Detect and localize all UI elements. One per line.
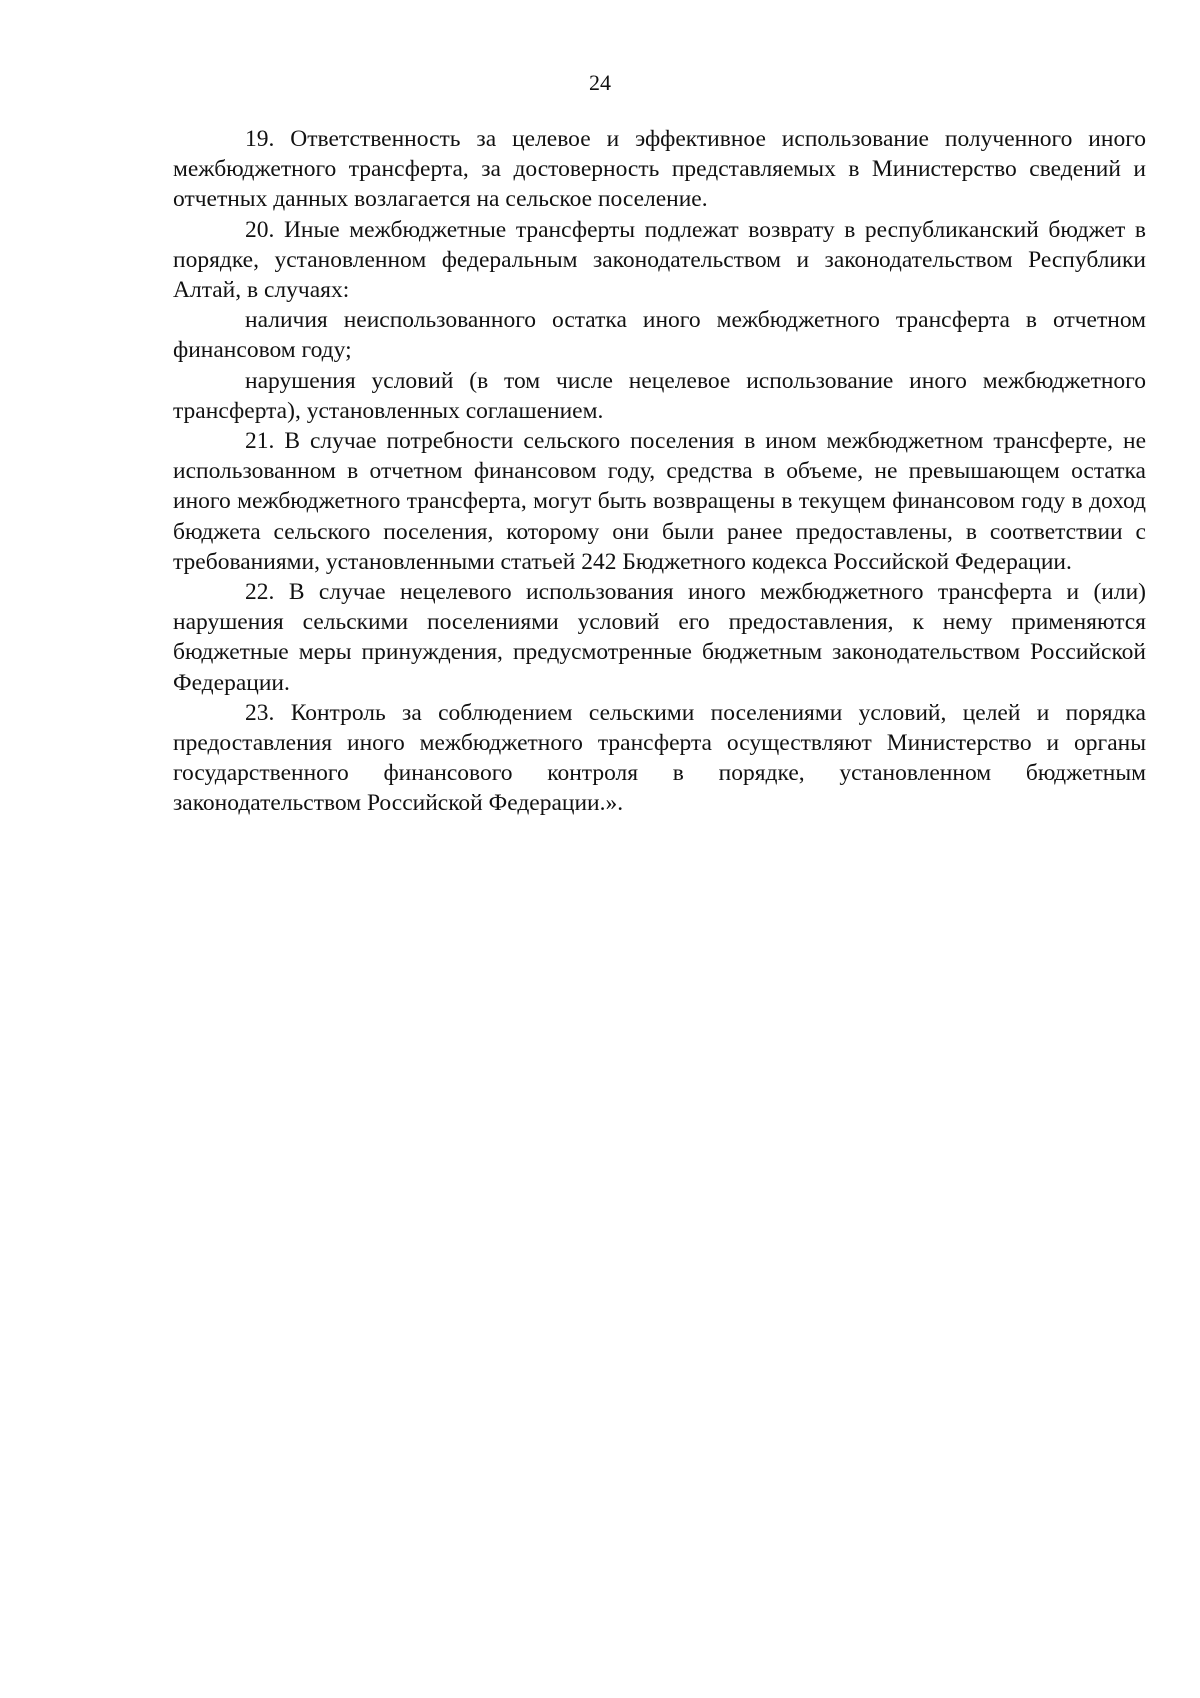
paragraph-21: 21. В случае потребности сельского поселения в ином межбюджетном трансферте, не использованном в отчетном финансовом году, средства в объеме, не превышающем остатка иного межбюджетного трансферта, могут быть возвращены в текущем финансовом году в доход бюджета сельского поселения, которому они были ранее предоставлены, в соответствии с требованиями, установленными статьей 242 Бюджетного кодекса Российской Федерации.: [173, 428, 1146, 575]
paragraph-20-case-violation: нарушения условий (в том числе нецелевое использование иного межбюджетного трансферта), установленных соглашением.: [173, 367, 1146, 424]
document-body: [173, 124, 1146, 819]
page-number: 24: [589, 70, 611, 95]
paragraph-20: 20. Иные межбюджетные трансферты подлежат возврату в республиканский бюджет в порядке, установленном федеральным законодательством и законодательством Республики Алтай, в случаях:: [173, 216, 1146, 304]
paragraph-23: 23. Контроль за соблюдением сельскими поселениями условий, целей и порядка предоставления иного межбюджетного трансферта осуществляют Министерство и органы государственного финансового контроля в порядке, установленном бюджетным законодательством Российской Федерации.».: [173, 699, 1146, 817]
paragraph-19: 19. Ответственность за целевое и эффективное использование полученного иного межбюджетного трансферта, за достоверность представляемых в Министерство сведений и отчетных данных возлагается на сельское поселение.: [173, 126, 1146, 213]
paragraph-20-case-unused-balance: наличия неиспользованного остатка иного межбюджетного трансферта в отчетном финансовом году;: [173, 307, 1146, 364]
paragraph-22: 22. В случае нецелевого использования иного межбюджетного трансферта и (или) нарушения сельскими поселениями условий его предоставления, к нему применяются бюджетные меры принуждения, предусмотренные бюджетным законодательством Российской Федерации.: [173, 579, 1146, 696]
